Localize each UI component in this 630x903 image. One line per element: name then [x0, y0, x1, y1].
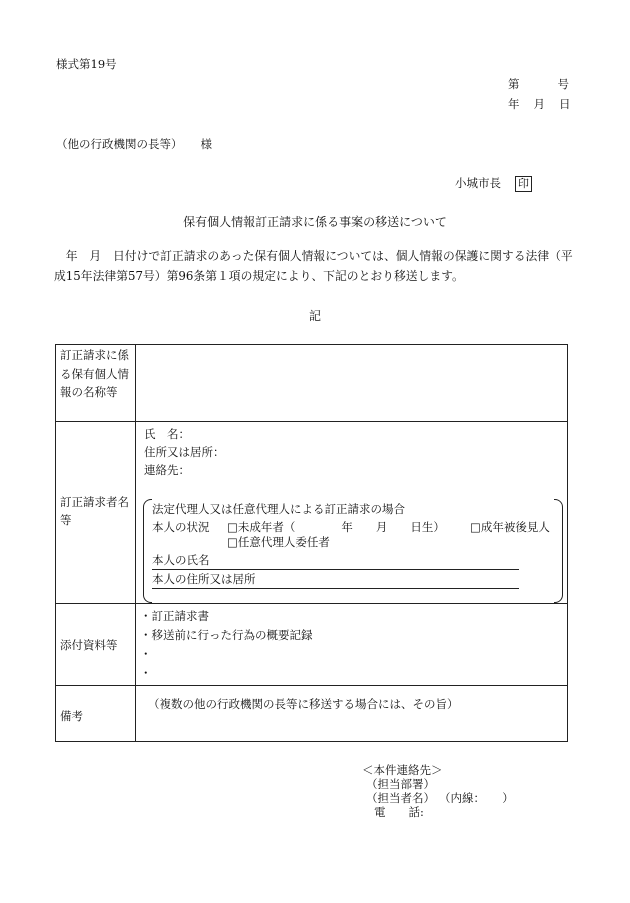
date-day: 日 — [559, 97, 571, 111]
agent-heading: 法定代理人又は任意代理人による訂正請求の場合 — [152, 502, 405, 516]
body-line-1: 年 月 日付けで訂正請求のあった保有個人情報については、個人情報の保護に関する法律（平 — [54, 249, 573, 263]
attachment-item: ・ — [140, 666, 152, 680]
number-suffix: 号 — [557, 77, 569, 91]
minor-checkbox-option: □未成年者（ 年 月 日生） — [227, 520, 445, 534]
proxy-checkbox-option: □任意代理人委任者 — [227, 535, 330, 549]
attachment-item: ・移送前に行った行為の概要記録 — [140, 628, 313, 642]
date-year: 年 — [508, 97, 520, 111]
contact-person-label: （担当者名） — [366, 791, 435, 805]
sender-name: 小城市長 — [455, 176, 501, 190]
addressee-honorific: 様 — [200, 137, 212, 151]
principal-status-label: 本人の状況 — [152, 520, 210, 534]
contact-extension: （内線： ） — [439, 791, 514, 805]
ki-heading: 記 — [308, 309, 321, 323]
row-divider — [56, 685, 567, 686]
principal-name-field: 本人の氏名 — [152, 552, 519, 570]
transfer-details-table — [55, 344, 568, 742]
date-month: 月 — [533, 97, 545, 111]
contact-heading: ＜本件連絡先＞ — [362, 763, 443, 777]
sender — [455, 175, 532, 192]
row-divider — [56, 603, 567, 604]
seal-stamp: 印 — [515, 176, 532, 192]
contact-person — [360, 791, 514, 805]
requester-name-label: 氏 名： — [144, 427, 190, 441]
contact-department: （担当部署） — [366, 777, 435, 791]
body-line-2: 成15年法律第57号）第96条第１項の規定により、下記のとおり移送します。 — [54, 269, 464, 283]
addressee — [56, 136, 212, 152]
attachment-item: ・訂正請求書 — [140, 609, 209, 623]
agent-bracket-right — [554, 499, 563, 603]
contact-phone: 電 話: — [374, 805, 424, 819]
document-date — [508, 96, 571, 112]
row-divider — [56, 421, 567, 422]
number-prefix: 第 — [508, 77, 520, 91]
column-divider — [135, 345, 136, 741]
form-number: 様式第19号 — [56, 57, 117, 71]
label-info-name: 訂正請求に係る保有個人情報の名称等 — [60, 348, 129, 399]
label-remarks: 備考 — [60, 709, 83, 723]
body-paragraph — [54, 246, 574, 286]
principal-address-field: 本人の住所又は居所 — [152, 571, 519, 589]
document-number — [508, 76, 569, 92]
guardian-checkbox-option: □成年被後見人 — [470, 520, 550, 534]
remarks-text: （複数の他の行政機関の長等に移送する場合には、その旨） — [148, 697, 459, 711]
contact-block — [360, 763, 514, 819]
addressee-name: （他の行政機関の長等） — [56, 137, 183, 151]
label-attachments: 添付資料等 — [60, 638, 118, 652]
agent-bracket-left — [143, 499, 152, 603]
label-requester: 訂正請求者名等 — [60, 495, 129, 527]
attachment-item: ・ — [140, 647, 152, 661]
requester-address-label: 住所又は居所： — [144, 445, 225, 459]
requester-contact-label: 連絡先： — [144, 463, 190, 477]
document-title: 保有個人情報訂正請求に係る事案の移送について — [183, 215, 447, 229]
